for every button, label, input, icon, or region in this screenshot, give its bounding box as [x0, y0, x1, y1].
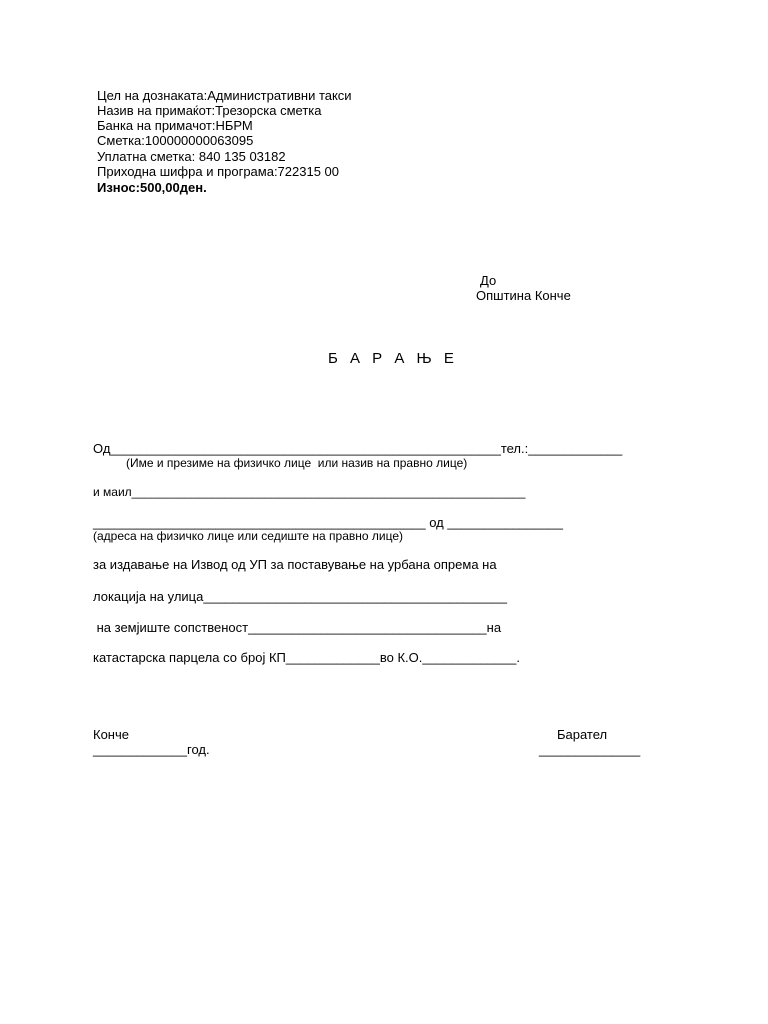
payment-revenue-code: Приходна шифра и програма:722315 00: [97, 164, 340, 179]
payment-recipient-name: Назив на примаќот:Трезорска сметка: [97, 103, 322, 118]
document-title: Б А Р А Њ Е: [328, 350, 458, 367]
from-line: Од______________________________________________________тел.:_____________: [93, 441, 623, 456]
payment-amount: Износ:500,00ден.: [97, 180, 207, 195]
payment-account: Сметка:100000000063095: [97, 133, 254, 148]
email-line: и маил___________________________________________________________: [93, 485, 526, 499]
footer-applicant-label: Барател: [557, 727, 608, 742]
addressee-municipality: Општина Конче: [476, 288, 571, 303]
payment-deposit-account: Уплатна сметка: 840 135 03182: [97, 149, 286, 164]
addressee-to: До: [480, 273, 497, 288]
footer-place: Конче: [93, 727, 129, 742]
from-hint: (Име и презиме на физичко лице или назив на правно лице): [126, 456, 468, 470]
payment-purpose: Цел на дознаката:Административни такси: [97, 88, 352, 103]
footer-date-line: _____________год.: [93, 742, 210, 757]
cadastral-parcel-line: катастарска парцела со број КП_____________во К.О._____________.: [93, 650, 520, 665]
footer-signature-line: ______________: [539, 742, 641, 757]
request-purpose-text: за издавање на Извод од УП за поставување на урбана опрема на: [93, 557, 497, 572]
address-hint: (адреса на физичко лице или седиште на правно лице): [93, 529, 403, 543]
location-line: локација на улица__________________________________________: [93, 589, 508, 604]
payment-recipient-bank: Банка на примачот:НБРМ: [97, 118, 253, 133]
land-ownership-line: на земјиште сопственост_________________________________на: [93, 620, 502, 635]
address-line: ______________________________________________ од ________________: [93, 515, 564, 530]
